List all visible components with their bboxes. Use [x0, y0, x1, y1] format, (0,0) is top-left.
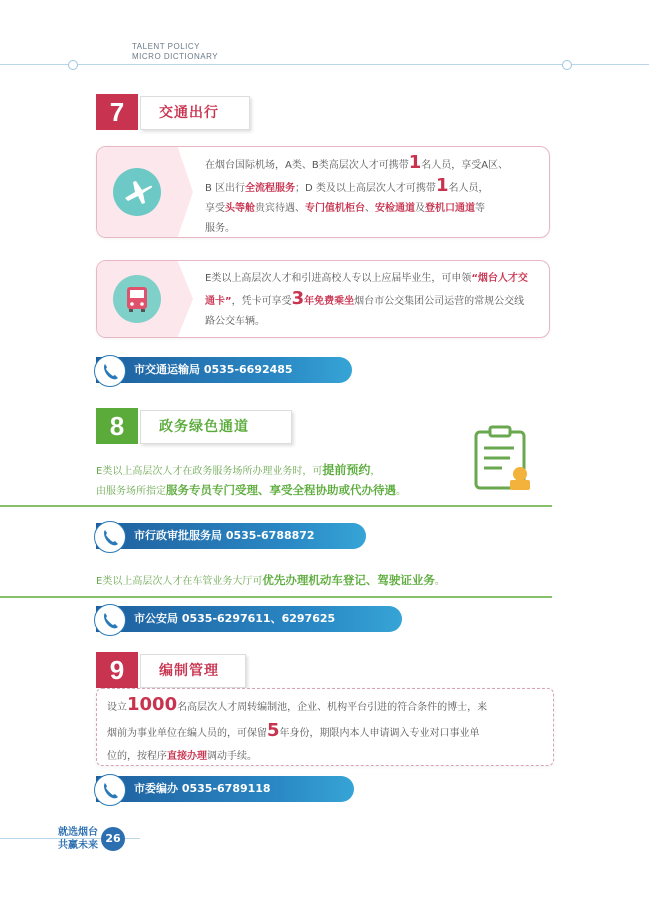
gov-t1: E类以上高层次人才在政务服务场所办理业务时，可	[96, 466, 323, 477]
phone-icon	[94, 604, 126, 636]
section-7-number: 7	[96, 94, 138, 130]
bus-t2: ，凭卡可享受	[231, 296, 292, 307]
vehicle-h1: 优先办理机动车登记、驾驶证业务	[262, 573, 435, 587]
airport-card	[96, 146, 550, 238]
staffing-box	[96, 688, 554, 766]
phone-icon	[94, 521, 126, 553]
gov-t3: 由服务场所指定	[96, 486, 166, 497]
vehicle-t1: E类以上高层次人才在车管业务大厅可	[96, 576, 263, 587]
phone-bar-staffing	[96, 776, 354, 802]
airport-t1: 在烟台国际机场，A类、B类高层次人才可携带	[205, 160, 409, 171]
phone-transport-label: 市交通运输局 0535-6692485	[134, 363, 293, 376]
airport-t10: 等	[475, 203, 485, 214]
airport-t4: ；D 类及以上高层次人才可携带	[295, 183, 436, 194]
section-9-title: 编制管理	[159, 663, 219, 679]
section-8-header	[96, 408, 296, 444]
airport-h5: 登机口通道	[425, 203, 475, 214]
vehicle-text	[96, 570, 445, 592]
airport-h1: 全流程服务	[245, 183, 296, 194]
header-line1: TALENT POLICY	[132, 42, 200, 51]
header-dot-right	[562, 60, 572, 70]
airport-t6: 享受	[205, 203, 225, 214]
staff-t1: 设立	[107, 702, 127, 713]
bus-card	[96, 260, 550, 338]
gov-text-1	[96, 460, 380, 482]
bus-h2: 年免费乘坐	[304, 296, 355, 307]
header-line2: MICRO DICTIONARY	[132, 52, 219, 61]
staffing-text	[107, 693, 545, 768]
header-rule	[0, 64, 649, 65]
footer-line2: 共赢未来	[58, 840, 98, 851]
green-divider-1	[0, 505, 552, 507]
section-9-number: 9	[96, 652, 138, 688]
staff-t2: 名高层次人才周转编制池，企业、机构平台引进的符合条件的博士，来	[177, 702, 488, 713]
gov-t4: 。	[396, 486, 406, 497]
phone-staffing-label: 市委编办 0535-6789118	[134, 782, 271, 795]
page-number: 26	[101, 827, 125, 851]
green-divider-2	[0, 596, 552, 598]
phone-police-label: 市公安局 0535-6297611、6297625	[134, 612, 336, 625]
section-7-tab	[140, 96, 250, 130]
airport-n2: 1	[435, 175, 449, 196]
bus-t1: E类以上高层次人才和引进高校人专以上应届毕业生，可申领	[205, 273, 472, 284]
airport-t2: 名人员，享受A区、	[421, 160, 509, 171]
header-dot-left	[68, 60, 78, 70]
airport-t5: 名人员，	[448, 183, 489, 194]
gov-t2: ，	[370, 466, 381, 477]
bus-n1: 3	[291, 288, 305, 309]
staff-h1: 直接办理	[167, 751, 207, 762]
vehicle-t2: 。	[434, 576, 445, 587]
gov-text-2	[96, 480, 406, 502]
phone-approval-label: 市行政审批服务局 0535-6788872	[134, 529, 315, 542]
section-9-header	[96, 652, 256, 688]
staff-t3: 烟前为事业单位在编人员的，可保留	[107, 728, 267, 739]
gov-h2: 服务专员专门受理、享受全程协助或代办待遇	[166, 483, 396, 497]
clipboard-icon	[468, 424, 538, 496]
phone-bar-police	[96, 606, 402, 632]
section-8-title: 政务绿色通道	[159, 419, 249, 435]
phone-icon	[94, 355, 126, 387]
section-8-tab	[140, 410, 292, 444]
section-8-number: 8	[96, 408, 138, 444]
airport-t8: 、	[365, 203, 375, 214]
bus-t4: 运营的常规公交线路公交车辆。	[205, 296, 525, 327]
airport-n1: 1	[408, 152, 422, 173]
section-7-header	[96, 94, 256, 130]
footer-line1: 就选烟台	[58, 827, 98, 838]
phone-bar-approval	[96, 523, 366, 549]
airport-t9: 及	[415, 203, 425, 214]
airport-t7: 贵宾待遇、	[255, 203, 305, 214]
section-7-title: 交通出行	[159, 105, 219, 121]
staff-n2: 5	[267, 720, 280, 741]
gov-h1: 提前预约	[322, 463, 371, 477]
airport-t11: 服务。	[205, 223, 235, 234]
airport-h4: 安检通道	[375, 203, 415, 214]
staff-n1: 1000	[127, 694, 178, 715]
phone-bar-transport	[96, 357, 352, 383]
bus-icon	[113, 275, 161, 323]
header-title	[132, 42, 218, 62]
footer-slogan	[58, 826, 98, 852]
airport-text	[205, 153, 533, 239]
bus-t3: 烟台市公交集团公司	[354, 296, 445, 307]
airport-t3: B 区出行	[205, 183, 246, 194]
airport-h3: 专门值机柜台	[305, 203, 365, 214]
airport-h2: 头等舱	[225, 203, 255, 214]
bus-text	[205, 269, 533, 332]
staff-t4: 年身份，期限内本人申请调入专业对口事业单	[279, 728, 480, 739]
staff-t5: 位的，按程序	[107, 751, 167, 762]
airplane-icon	[113, 168, 161, 216]
section-9-tab	[140, 654, 246, 688]
bus-h1: “烟台人才交通卡”	[205, 273, 528, 307]
staff-t6: 调动手续。	[207, 751, 257, 762]
phone-icon	[94, 774, 126, 806]
